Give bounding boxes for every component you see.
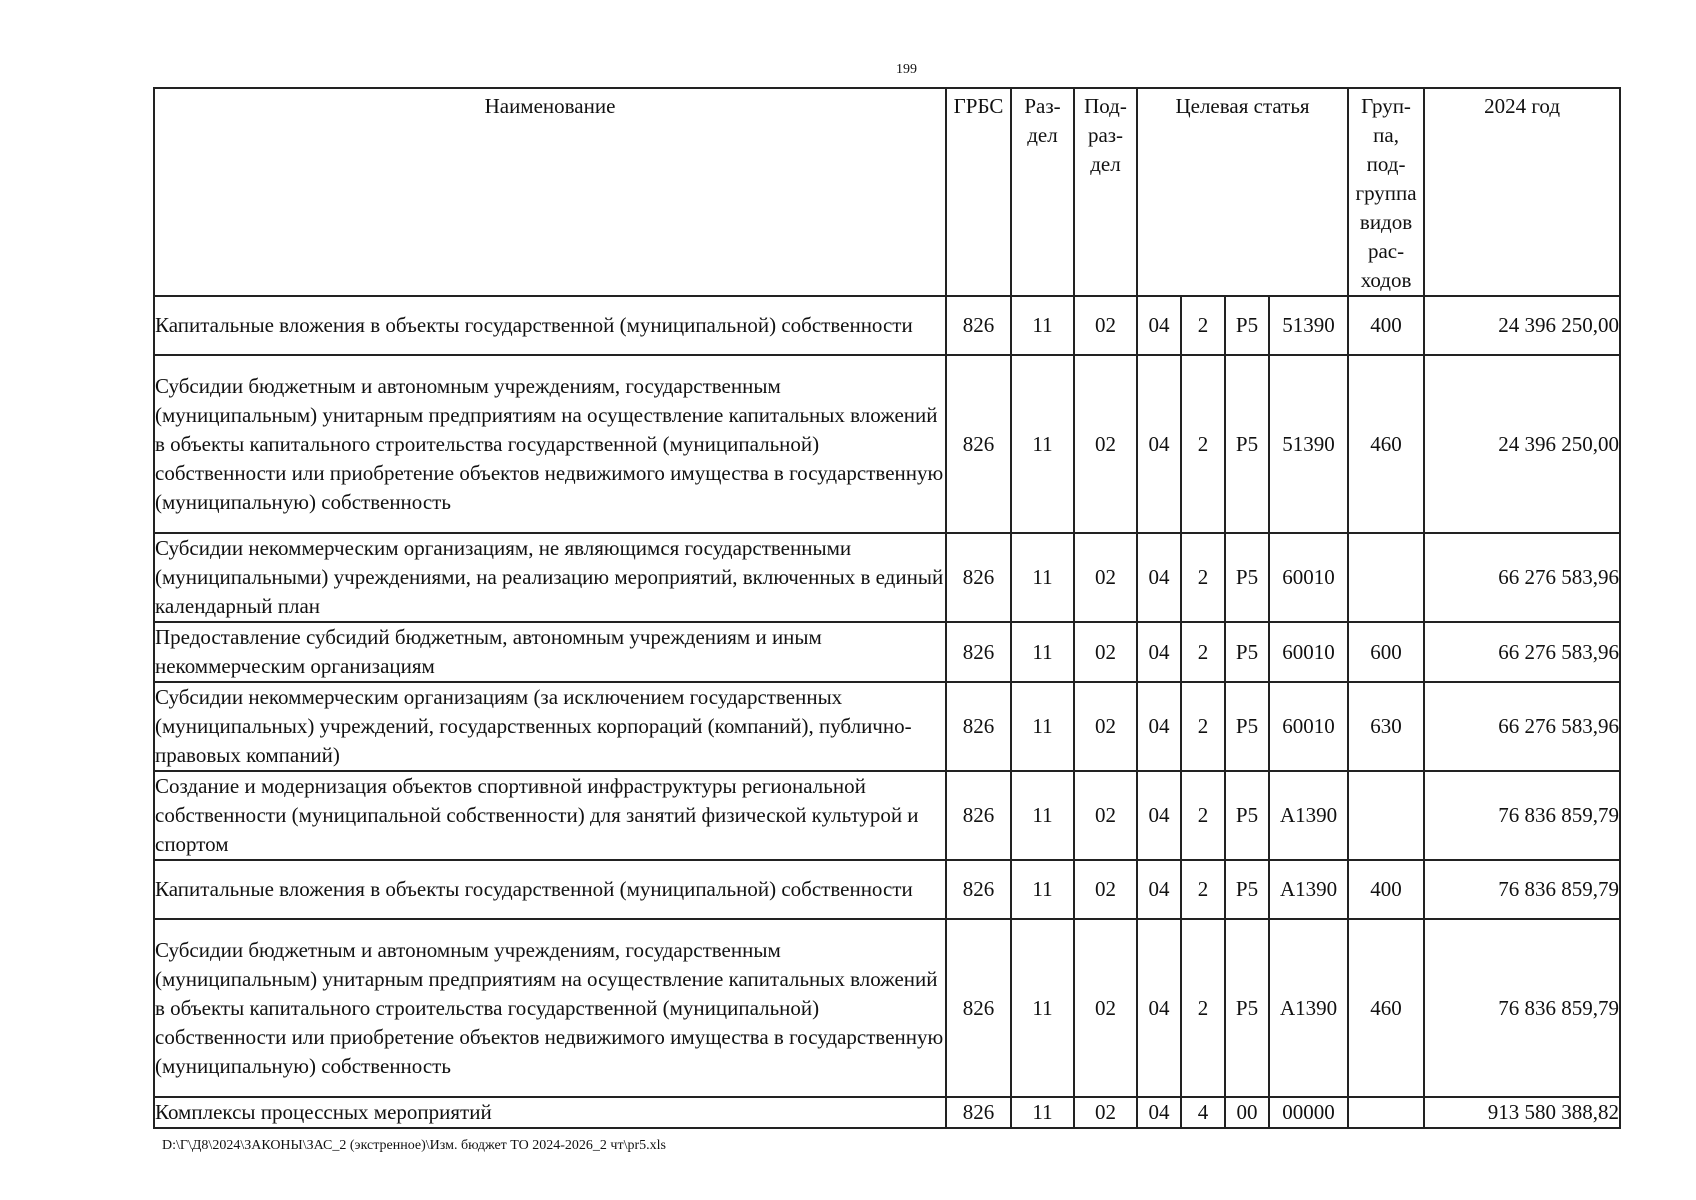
row-podrazdel: 02 [1074, 622, 1137, 682]
row-target-4: 60010 [1269, 533, 1348, 622]
row-target-1: 04 [1137, 1097, 1181, 1128]
header-grbs: ГРБС [946, 88, 1011, 296]
table-row [154, 296, 1620, 355]
row-target-2: 2 [1181, 919, 1225, 1097]
row-target-1: 04 [1137, 622, 1181, 682]
row-target-1: 04 [1137, 533, 1181, 622]
row-target-3: Р5 [1225, 622, 1269, 682]
row-group: 600 [1348, 622, 1424, 682]
header-razdel: Раз- дел [1011, 88, 1074, 296]
row-amount: 66 276 583,96 [1424, 622, 1620, 682]
row-grbs: 826 [946, 355, 1011, 533]
row-grbs: 826 [946, 682, 1011, 771]
table-row [154, 1097, 1620, 1128]
row-grbs: 826 [946, 1097, 1011, 1128]
row-target-1: 04 [1137, 860, 1181, 919]
row-name: Капитальные вложения в объекты государственной (муниципальной) собственности [154, 860, 946, 919]
row-razdel: 11 [1011, 771, 1074, 860]
row-target-2: 2 [1181, 622, 1225, 682]
row-razdel: 11 [1011, 533, 1074, 622]
row-amount: 913 580 388,82 [1424, 1097, 1620, 1128]
row-target-2: 2 [1181, 771, 1225, 860]
header-name: Наименование [154, 88, 946, 296]
row-target-3: Р5 [1225, 771, 1269, 860]
header-target-article: Целевая статья [1137, 88, 1348, 296]
row-podrazdel: 02 [1074, 682, 1137, 771]
row-target-1: 04 [1137, 771, 1181, 860]
row-target-4: А1390 [1269, 919, 1348, 1097]
row-target-4: 00000 [1269, 1097, 1348, 1128]
row-target-1: 04 [1137, 296, 1181, 355]
row-target-4: 51390 [1269, 355, 1348, 533]
row-grbs: 826 [946, 296, 1011, 355]
row-podrazdel: 02 [1074, 296, 1137, 355]
row-grbs: 826 [946, 860, 1011, 919]
row-podrazdel: 02 [1074, 919, 1137, 1097]
row-group: 400 [1348, 296, 1424, 355]
row-target-3: Р5 [1225, 919, 1269, 1097]
row-target-2: 2 [1181, 533, 1225, 622]
row-group: 400 [1348, 860, 1424, 919]
row-razdel: 11 [1011, 919, 1074, 1097]
row-name: Субсидии бюджетным и автономным учреждениям, государственным (муниципальным) унитарным предприятиям на осуществление капитальных вложений в объекты капитального строительства государственной (муниципальной) собственности или приобретение объектов недвижимого имущества в государственную (муниципальную) собственность [154, 919, 946, 1097]
row-target-1: 04 [1137, 355, 1181, 533]
row-target-3: Р5 [1225, 533, 1269, 622]
row-amount: 24 396 250,00 [1424, 355, 1620, 533]
row-amount: 66 276 583,96 [1424, 682, 1620, 771]
row-group [1348, 1097, 1424, 1128]
row-group [1348, 771, 1424, 860]
row-name: Предоставление субсидий бюджетным, автономным учреждениям и иным некоммерческим организациям [154, 622, 946, 682]
table-row [154, 622, 1620, 682]
row-target-1: 04 [1137, 919, 1181, 1097]
table-header-row [154, 88, 1620, 296]
row-name: Субсидии бюджетным и автономным учреждениям, государственным (муниципальным) унитарным предприятиям на осуществление капитальных вложений в объекты капитального строительства государственной (муниципальной) собственности или приобретение объектов недвижимого имущества в государственную (муниципальную) собственность [154, 355, 946, 533]
row-target-2: 2 [1181, 296, 1225, 355]
row-amount: 76 836 859,79 [1424, 771, 1620, 860]
row-name: Создание и модернизация объектов спортивной инфраструктуры региональной собственности (муниципальной собственности) для занятий физической культурой и спортом [154, 771, 946, 860]
row-razdel: 11 [1011, 296, 1074, 355]
row-razdel: 11 [1011, 1097, 1074, 1128]
budget-table [153, 87, 1621, 1129]
row-razdel: 11 [1011, 682, 1074, 771]
table-row [154, 771, 1620, 860]
header-podrazdel: Под- раз- дел [1074, 88, 1137, 296]
table-row [154, 355, 1620, 533]
row-razdel: 11 [1011, 355, 1074, 533]
row-amount: 24 396 250,00 [1424, 296, 1620, 355]
row-razdel: 11 [1011, 622, 1074, 682]
row-target-4: 60010 [1269, 682, 1348, 771]
row-amount: 76 836 859,79 [1424, 860, 1620, 919]
row-podrazdel: 02 [1074, 533, 1137, 622]
row-name: Субсидии некоммерческим организациям, не являющимся государственными (муниципальными) учреждениями, на реализацию мероприятий, включенных в единый календарный план [154, 533, 946, 622]
table-row [154, 682, 1620, 771]
row-razdel: 11 [1011, 860, 1074, 919]
row-target-4: 60010 [1269, 622, 1348, 682]
page-number: 199 [896, 62, 917, 77]
table-row [154, 860, 1620, 919]
row-podrazdel: 02 [1074, 355, 1137, 533]
row-target-4: А1390 [1269, 771, 1348, 860]
row-grbs: 826 [946, 771, 1011, 860]
row-grbs: 826 [946, 533, 1011, 622]
row-target-4: А1390 [1269, 860, 1348, 919]
footer-file-path: D:\Г\Д8\2024\ЗАКОНЫ\ЗАС_2 (экстренное)\Изм. бюджет ТО 2024-2026_2 чт\pr5.xls [162, 1138, 666, 1153]
header-group: Груп- па, под- группа видов рас- ходов [1348, 88, 1424, 296]
row-group: 460 [1348, 919, 1424, 1097]
row-group: 460 [1348, 355, 1424, 533]
row-target-3: Р5 [1225, 682, 1269, 771]
row-podrazdel: 02 [1074, 771, 1137, 860]
row-target-2: 2 [1181, 860, 1225, 919]
row-target-2: 2 [1181, 682, 1225, 771]
table-row [154, 533, 1620, 622]
row-target-2: 2 [1181, 355, 1225, 533]
row-name: Комплексы процессных мероприятий [154, 1097, 946, 1128]
row-target-4: 51390 [1269, 296, 1348, 355]
row-group: 630 [1348, 682, 1424, 771]
row-target-3: Р5 [1225, 355, 1269, 533]
row-podrazdel: 02 [1074, 860, 1137, 919]
row-target-2: 4 [1181, 1097, 1225, 1128]
row-name: Капитальные вложения в объекты государственной (муниципальной) собственности [154, 296, 946, 355]
row-amount: 76 836 859,79 [1424, 919, 1620, 1097]
table-row [154, 919, 1620, 1097]
row-name: Субсидии некоммерческим организациям (за исключением государственных (муниципальных) учреждений, государственных корпораций (компаний), публично-правовых компаний) [154, 682, 946, 771]
row-target-3: Р5 [1225, 860, 1269, 919]
row-target-3: 00 [1225, 1097, 1269, 1128]
row-target-3: Р5 [1225, 296, 1269, 355]
row-grbs: 826 [946, 622, 1011, 682]
row-podrazdel: 02 [1074, 1097, 1137, 1128]
row-group [1348, 533, 1424, 622]
row-target-1: 04 [1137, 682, 1181, 771]
row-amount: 66 276 583,96 [1424, 533, 1620, 622]
row-grbs: 826 [946, 919, 1011, 1097]
header-year: 2024 год [1424, 88, 1620, 296]
